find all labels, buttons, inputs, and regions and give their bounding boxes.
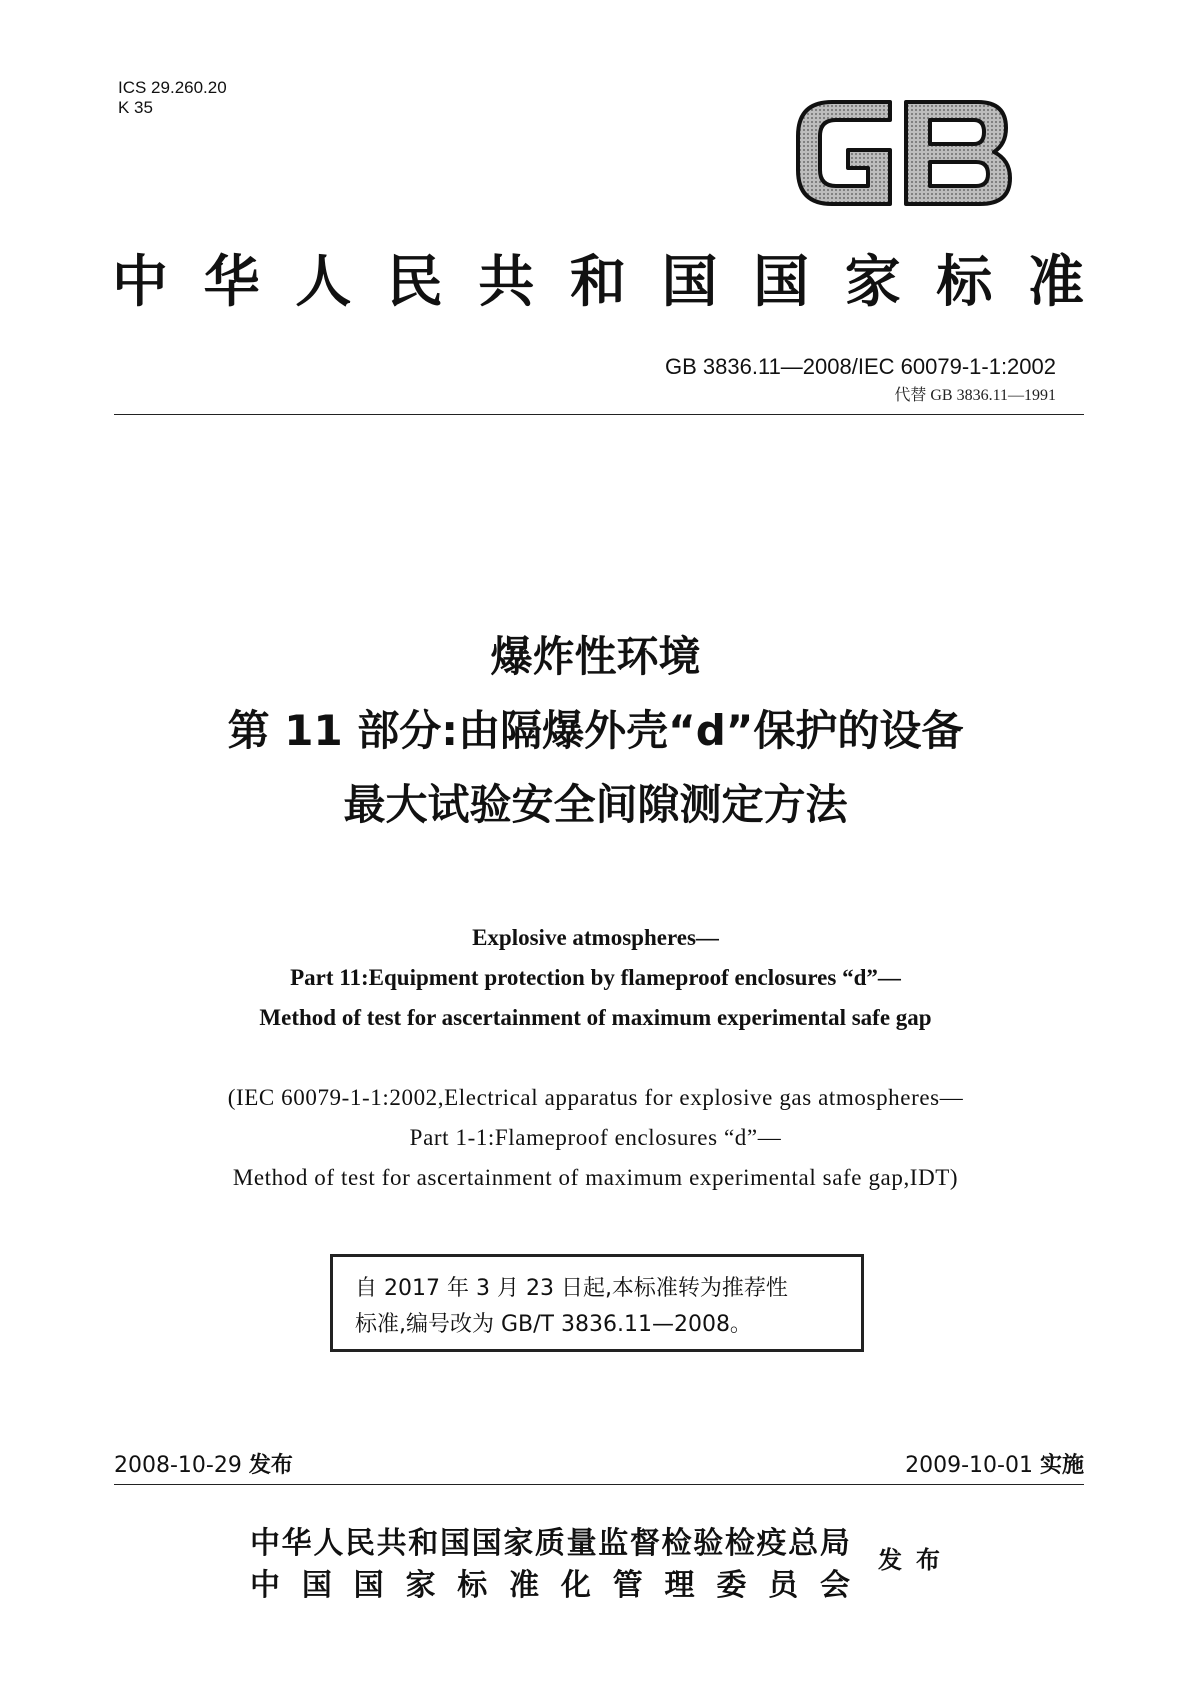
issuer-char: 中 bbox=[250, 1568, 280, 1603]
national-title-char: 华 bbox=[203, 250, 260, 315]
iec-note-line-3: Method of test for ascertainment of maximum experimental safe gap,IDT) bbox=[232, 1165, 959, 1190]
national-title-char: 共 bbox=[478, 250, 535, 315]
issuer-char: 标 bbox=[457, 1568, 488, 1603]
publish-date-label: 发布 bbox=[248, 1453, 293, 1478]
notice-line-2: 标准,编号改为 GB/T 3836.11—2008。 bbox=[355, 1312, 752, 1337]
header-divider bbox=[114, 414, 1084, 415]
issuer-char: 化 bbox=[560, 1568, 591, 1603]
issuer-char: 疫 bbox=[756, 1526, 787, 1561]
national-title-char: 标 bbox=[936, 250, 993, 315]
ics-code: ICS 29.260.20 bbox=[118, 78, 227, 97]
issuer-char: 委 bbox=[716, 1568, 747, 1603]
issuer-char: 检 bbox=[661, 1526, 692, 1561]
national-title-char: 中 bbox=[112, 250, 168, 315]
national-standard-title bbox=[112, 242, 1084, 314]
issuer-char: 中 bbox=[250, 1526, 280, 1561]
issuer-char: 检 bbox=[724, 1526, 755, 1561]
ccs-code: K 35 bbox=[118, 98, 153, 117]
issuer-char: 和 bbox=[408, 1526, 439, 1561]
issuer-char: 监 bbox=[598, 1526, 629, 1561]
issuer-char: 会 bbox=[819, 1568, 850, 1603]
national-title-char: 民 bbox=[386, 250, 443, 315]
footer-divider bbox=[114, 1484, 1084, 1485]
issuer-char: 员 bbox=[768, 1568, 799, 1603]
issuer-char: 管 bbox=[612, 1568, 643, 1603]
national-title-char: 国 bbox=[661, 250, 718, 315]
issue-label: 发布 bbox=[878, 1546, 954, 1574]
recommended-standard-notice bbox=[330, 1254, 864, 1352]
issuer-char: 家 bbox=[405, 1568, 436, 1603]
issuer-char: 民 bbox=[344, 1526, 375, 1561]
replaces-standard: 代替 GB 3836.11—1991 bbox=[894, 387, 1056, 404]
issuer-char: 验 bbox=[693, 1526, 724, 1561]
effective-date bbox=[905, 1448, 1084, 1479]
issuer-char: 人 bbox=[313, 1526, 344, 1561]
issuer-char: 国 bbox=[471, 1526, 502, 1561]
issuer-char: 国 bbox=[353, 1568, 384, 1603]
issuer-char: 局 bbox=[819, 1526, 850, 1561]
issuer-char: 国 bbox=[301, 1568, 332, 1603]
issuer-char: 家 bbox=[503, 1526, 534, 1561]
title-en-line-3: Method of test for ascertainment of maximum experimental safe gap bbox=[259, 1005, 932, 1030]
title-cn-line-1: 爆炸性环境 bbox=[490, 632, 701, 681]
issuer-char: 国 bbox=[439, 1526, 470, 1561]
standard-number: GB 3836.11—2008/IEC 60079-1-1:2002 bbox=[665, 354, 1056, 379]
issuer-char: 量 bbox=[566, 1526, 597, 1561]
iec-note-line-1: (IEC 60079-1-1:2002,Electrical apparatus for explosive gas atmospheres— bbox=[227, 1085, 964, 1110]
notice-line-1: 自 2017 年 3 月 23 日起,本标准转为推荐性 bbox=[355, 1276, 788, 1301]
issuer-char: 准 bbox=[509, 1568, 540, 1603]
gb-logo bbox=[790, 92, 1018, 214]
issuer-char: 督 bbox=[629, 1526, 660, 1561]
publish-date-value: 2008-10-29 bbox=[114, 1453, 242, 1478]
effective-date-value: 2009-10-01 bbox=[905, 1453, 1033, 1478]
national-title-char: 准 bbox=[1027, 250, 1084, 315]
publish-date bbox=[114, 1448, 293, 1479]
national-title-char: 国 bbox=[753, 250, 810, 315]
national-title-char: 和 bbox=[569, 250, 626, 315]
issuer-sac bbox=[250, 1560, 850, 1604]
issuer-aqsiq bbox=[250, 1518, 850, 1562]
issuer-char: 华 bbox=[281, 1526, 312, 1561]
issuer-char: 共 bbox=[376, 1526, 407, 1561]
title-en-line-1: Explosive atmospheres— bbox=[472, 925, 719, 950]
title-cn-line-2: 第 11 部分:由隔爆外壳“d”保护的设备 bbox=[227, 706, 964, 755]
national-title-char: 家 bbox=[844, 250, 901, 315]
effective-date-label: 实施 bbox=[1039, 1453, 1084, 1478]
iec-note-line-2: Part 1-1:Flameproof enclosures “d”— bbox=[409, 1125, 782, 1150]
title-cn-line-3: 最大试验安全间隙测定方法 bbox=[343, 780, 848, 829]
issuer-char: 质 bbox=[534, 1526, 565, 1561]
issuer-char: 理 bbox=[664, 1568, 695, 1603]
issuer-char: 总 bbox=[788, 1526, 819, 1561]
classification-codes bbox=[118, 78, 227, 118]
title-en-line-2: Part 11:Equipment protection by flameproof enclosures “d”— bbox=[290, 965, 901, 990]
national-title-char: 人 bbox=[295, 250, 352, 315]
